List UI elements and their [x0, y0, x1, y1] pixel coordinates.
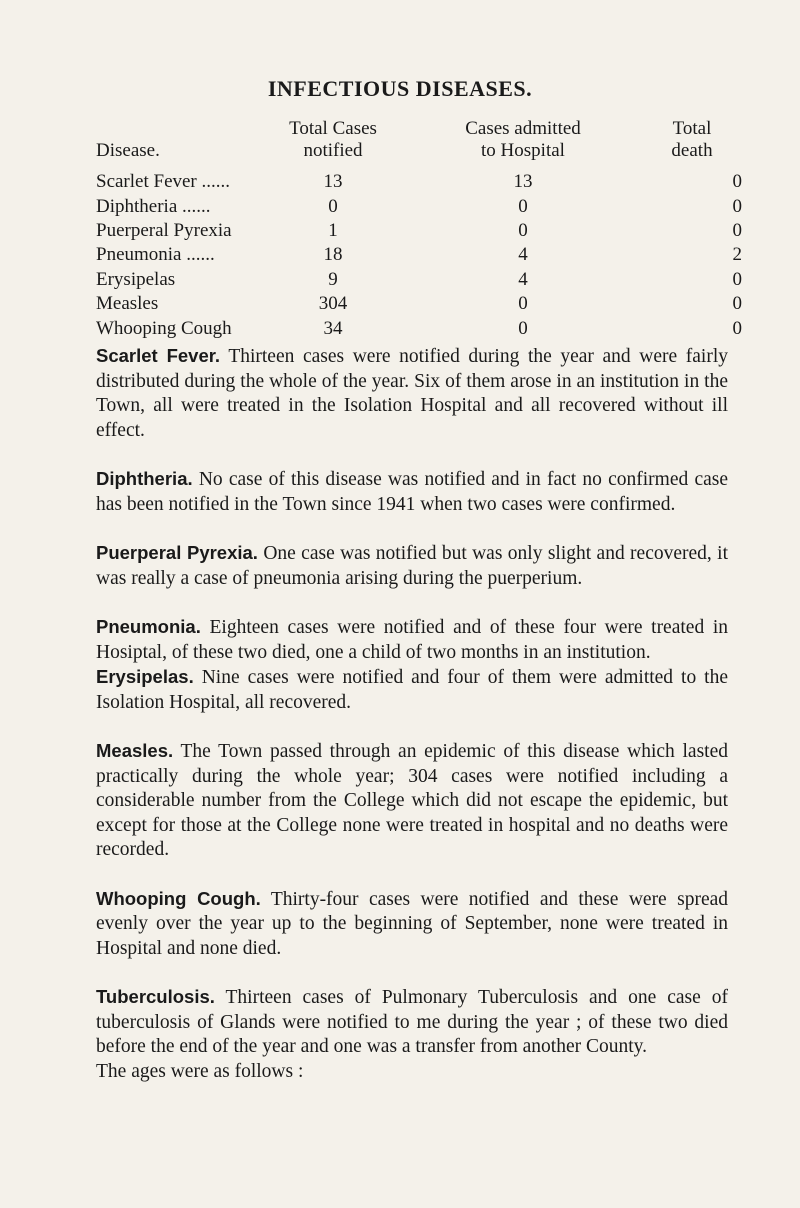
cell-admitted: 4: [518, 244, 528, 266]
table-row: [96, 268, 750, 292]
paragraph-heading: Puerperal Pyrexia.: [96, 542, 258, 563]
cell-notified: 1: [328, 219, 338, 241]
table-row: [96, 219, 750, 243]
cell-death: 0: [732, 195, 742, 217]
paragraph-text: Eighteen cases were notified and of these four were treated in Hosiptal, of these two died, one a child of two months in an institution.: [96, 617, 729, 663]
table-header-row: [96, 118, 750, 170]
cell-disease: Measles: [96, 293, 159, 315]
report-body: [96, 344, 728, 1084]
table-row: [96, 316, 750, 340]
table-row: [96, 170, 750, 194]
paragraph-measles: [96, 739, 728, 863]
cell-admitted: 0: [518, 293, 528, 315]
cell-notified: 13: [323, 171, 343, 193]
cell-disease: Whooping Cough: [96, 317, 232, 339]
cell-admitted: 0: [518, 195, 528, 217]
cell-death: 0: [732, 317, 742, 339]
cell-disease: Pneumonia ......: [96, 244, 215, 266]
cell-notified: 18: [323, 244, 343, 266]
cell-admitted: 4: [518, 268, 528, 290]
paragraph-heading: Pneumonia.: [96, 616, 201, 637]
paragraph-puerperal-pyrexia: [96, 541, 728, 591]
cell-notified: 34: [323, 317, 343, 339]
cell-admitted: 13: [513, 171, 533, 193]
header-death: Total death: [671, 118, 713, 161]
cell-disease: Puerperal Pyrexia: [96, 219, 232, 241]
cell-disease: Scarlet Fever ......: [96, 171, 231, 193]
cell-disease: Diphtheria ......: [96, 195, 211, 217]
paragraph-text: Thirteen cases of Pulmonary Tuberculosis and one case of tuberculosis of Glands were notified to me during the year ; of these two died before the end of the year and one was a transfer from another County.: [96, 987, 728, 1057]
paragraph-text: Thirteen cases were notified during the year and were fairly distributed during the whole of the year. Six of them arose in an institution in the Town, all were treated in the Isolation Hospital and all recovered without ill effect.: [96, 346, 728, 441]
paragraph-heading: Erysipelas.: [96, 666, 194, 687]
cell-notified: 304: [318, 293, 348, 315]
paragraph-whooping-cough: [96, 887, 728, 962]
header-notified: Total Cases notified: [289, 118, 377, 161]
paragraph-heading: Diphtheria.: [96, 468, 193, 489]
paragraph-heading: Whooping Cough.: [96, 887, 261, 909]
cell-death: 0: [732, 219, 742, 241]
paragraph-heading: Tuberculosis.: [96, 986, 215, 1007]
paragraph-scarlet-fever: [96, 344, 728, 443]
cell-death: 0: [732, 293, 742, 315]
cell-notified: 9: [328, 268, 338, 290]
paragraph-heading: Scarlet Fever.: [96, 345, 221, 366]
cell-death: 0: [732, 268, 742, 290]
paragraph-diphtheria: [96, 467, 728, 517]
cell-admitted: 0: [518, 219, 528, 241]
paragraph-text: Nine cases were notified and four of them were admitted to the Isolation Hospital, all recovered.: [96, 667, 728, 713]
cell-notified: 0: [328, 195, 338, 217]
table-row: [96, 292, 750, 316]
table-row: [96, 243, 750, 267]
cell-death: 0: [732, 171, 742, 193]
page-title: INFECTIOUS DISEASES.: [267, 76, 533, 101]
paragraph-tuberculosis: [96, 985, 728, 1060]
paragraph-heading: Measles.: [96, 740, 174, 761]
header-admitted: Cases admitted to Hospital: [465, 118, 581, 161]
cell-admitted: 0: [518, 317, 528, 339]
cell-disease: Erysipelas: [96, 268, 176, 290]
paragraph-text: One case was notified but was only slight and recovered, it was really a case of pneumonia arising during the puerperium.: [96, 543, 728, 589]
paragraph-erysipelas: [96, 665, 728, 715]
paragraph-text: Thirty-four cases were notified and these were spread evenly over the year up to the beginning of September, none were treated in Hospital and none died.: [96, 888, 729, 959]
header-disease: Disease.: [96, 140, 160, 161]
cell-death: 2: [732, 244, 742, 266]
paragraph-text: The Town passed through an epidemic of this disease which lasted practically during the whole year; 304 cases were notified including a considerable number from the College which did not escape the epidemic, but except for those at the College none were treated in hospital and no deaths were recorded.: [96, 741, 728, 860]
infectious-diseases-table: [96, 118, 750, 341]
paragraph-pneumonia: [96, 615, 728, 665]
closing-line: The ages were as follows :: [96, 1060, 304, 1082]
table-row: [96, 194, 750, 218]
paragraph-text: No case of this disease was notified and in fact no confirmed case has been notified in the Town since 1941 when two cases were confirmed.: [96, 469, 729, 515]
